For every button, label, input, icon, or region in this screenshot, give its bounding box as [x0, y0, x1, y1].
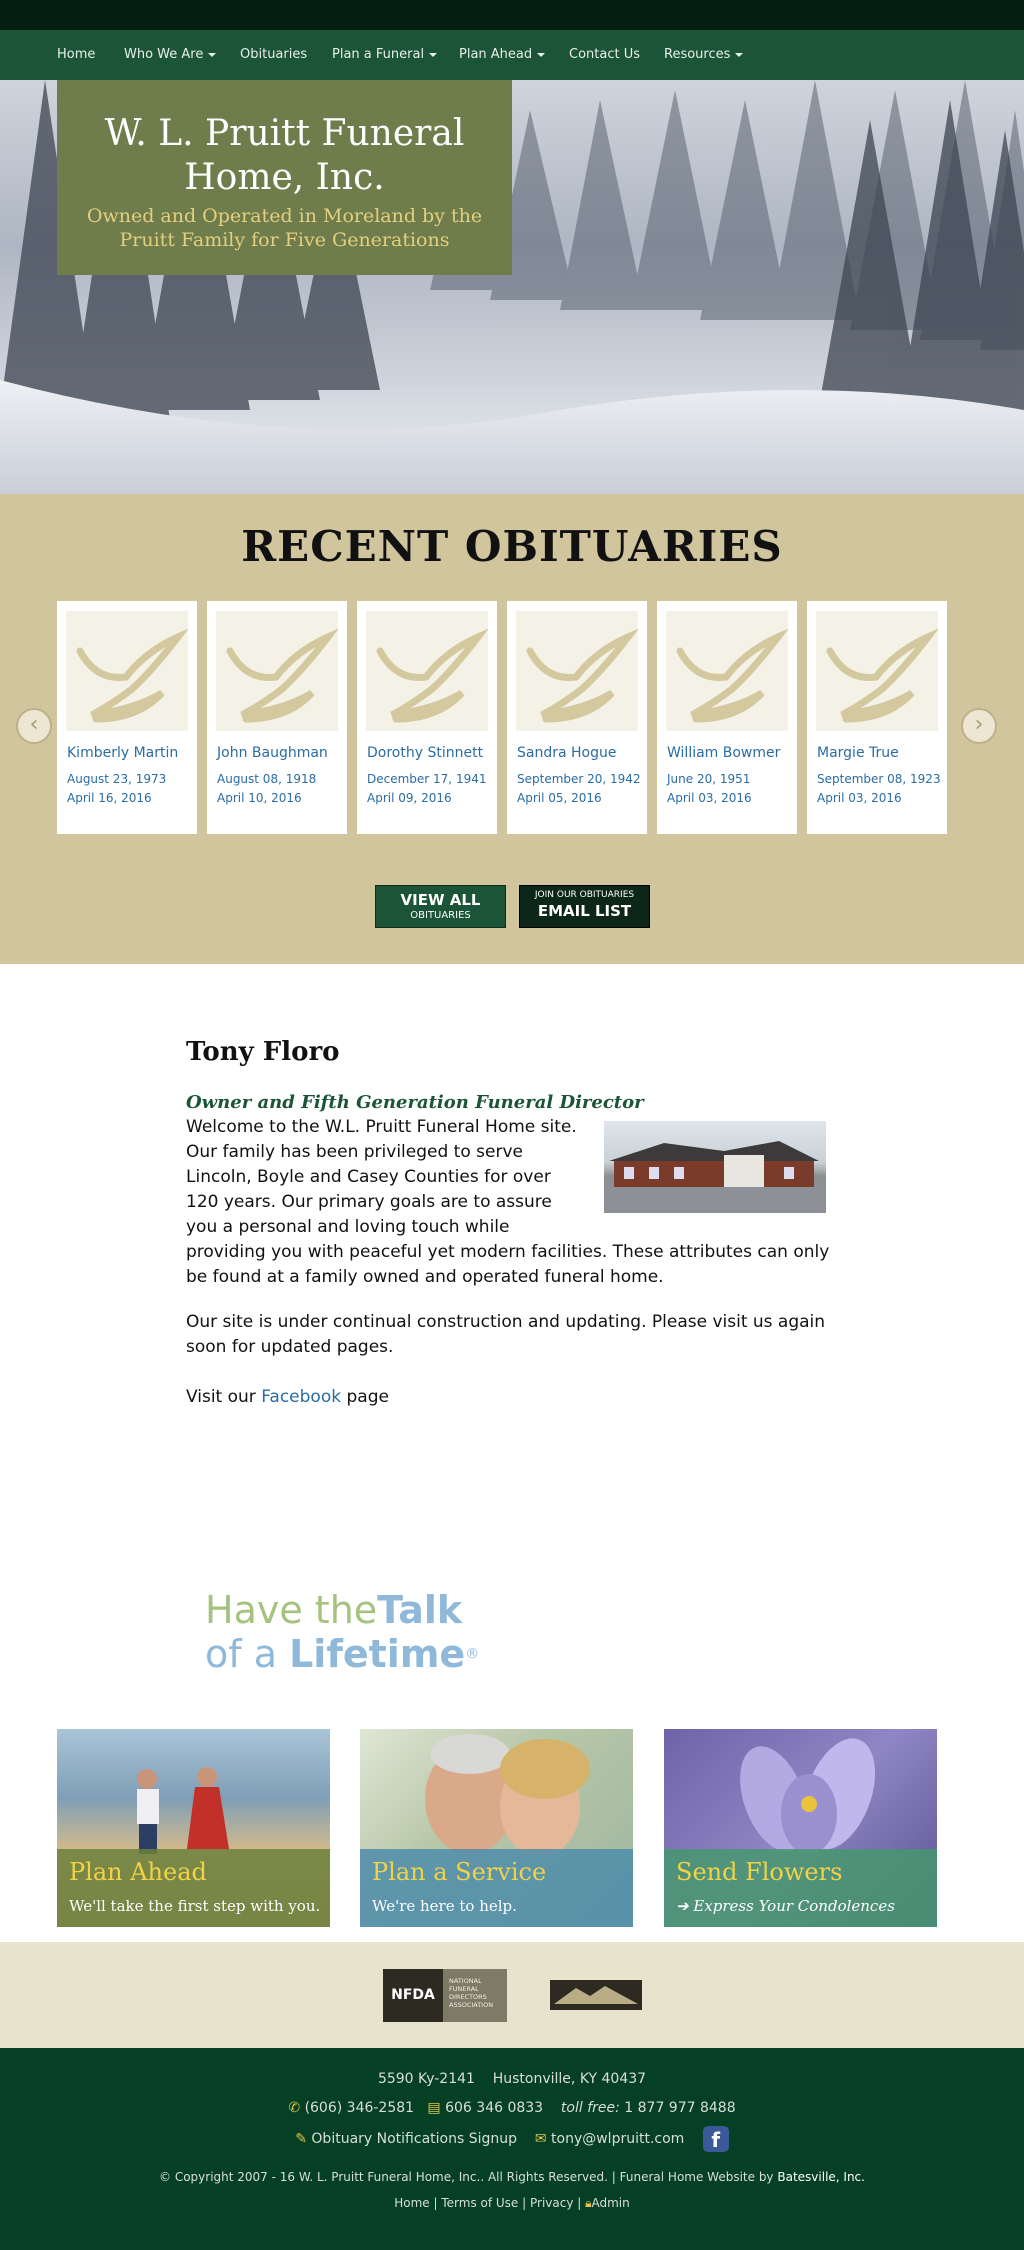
- pencil-icon: ✎: [295, 2131, 307, 2147]
- obituary-signup-link[interactable]: Obituary Notifications Signup: [311, 2131, 518, 2147]
- promo-title: Plan a Service: [372, 1858, 547, 1886]
- tollfree-label: toll free:: [560, 2100, 620, 2116]
- dove-icon: [666, 611, 788, 731]
- nav-plan-a-funeral-label: Plan a Funeral: [332, 47, 425, 62]
- obituary-name: John Baughman: [217, 745, 328, 761]
- caret-down-icon: [537, 53, 545, 57]
- facebook-paragraph: [186, 1385, 836, 1410]
- site-title: W. L. Pruitt Funeral Home, Inc.: [104, 113, 465, 198]
- obituary-birth-date: December 17, 1941: [367, 772, 487, 786]
- obituary-name: Dorothy Stinnett: [367, 745, 484, 761]
- owner-title: Owner and Fifth Generation Funeral Director: [186, 1092, 644, 1113]
- site-title-box: [57, 80, 512, 275]
- funeral-home-photo: [604, 1121, 826, 1213]
- promo-subtitle: We're here to help.: [372, 1897, 517, 1915]
- hero-banner: [0, 80, 1024, 494]
- dove-icon: [816, 611, 938, 731]
- talk-of-a-lifetime-logo[interactable]: [205, 1588, 479, 1676]
- obituary-death-date: April 10, 2016: [217, 791, 302, 805]
- email-link[interactable]: tony@wlpruitt.com: [551, 2131, 685, 2147]
- street-address: 5590 Ky-2141: [377, 2071, 475, 2087]
- send-flowers-promo[interactable]: [664, 1729, 937, 1927]
- phone-icon: ✆: [288, 2100, 301, 2116]
- site-tagline: Owned and Operated in Moreland by the Pruitt Family for Five Generations: [86, 205, 483, 251]
- obituary-name: Margie True: [817, 745, 899, 761]
- obituary-death-date: April 03, 2016: [667, 791, 752, 805]
- welcome-paragraph: Welcome to the W.L. Pruitt Funeral Home site. Our family has been privileged to serve Lincoln, Boyle and Casey Counties for over 120 years. Our primary goals are to assure you a personal and loving touch while providing you with peaceful yet modern facilities. These attributes can only be found at a family owned and operated funeral home.: [186, 1117, 830, 1287]
- obituary-card[interactable]: [357, 601, 497, 834]
- carousel-prev-button[interactable]: [16, 708, 52, 744]
- mountain-logo[interactable]: [550, 1980, 642, 2010]
- footer-privacy-link[interactable]: Privacy: [529, 2196, 574, 2210]
- nav-contact-us[interactable]: Contact Us: [569, 47, 640, 62]
- obituary-death-date: April 09, 2016: [367, 791, 452, 805]
- dove-icon: [66, 611, 188, 731]
- email-list-sublabel: JOIN OUR OBITUARIES: [534, 890, 635, 900]
- welcome-content: [186, 1037, 836, 1410]
- footer-phones: [0, 2100, 1024, 2116]
- footer-links: Home | Terms of Use | Privacy | 🔒︎Admin: [394, 2196, 630, 2210]
- fax-number: 606 346 0833: [445, 2100, 544, 2116]
- obituary-birth-date: June 20, 1951: [667, 772, 751, 786]
- nav-obituaries[interactable]: Obituaries: [240, 47, 308, 62]
- facebook-link[interactable]: Facebook: [261, 1387, 342, 1407]
- promo-subtitle: We'll take the first step with you.: [69, 1897, 321, 1915]
- promo-title: Plan Ahead: [69, 1858, 207, 1886]
- talk-logo-word: of a: [205, 1632, 277, 1676]
- registered-mark: ®: [465, 1646, 480, 1662]
- carousel-next-button[interactable]: [961, 708, 997, 744]
- nav-home[interactable]: Home: [57, 47, 96, 62]
- caret-down-icon: [429, 53, 437, 57]
- obituary-name: William Bowmer: [667, 745, 781, 761]
- nav-plan-ahead[interactable]: [459, 30, 545, 80]
- arrow-circle-right-icon: ➔: [676, 1897, 694, 1915]
- plan-a-service-promo[interactable]: [360, 1729, 633, 1927]
- chevron-left-icon: ‹: [29, 712, 39, 737]
- nfda-abbrev: NFDA: [383, 1969, 443, 2022]
- caret-down-icon: [735, 53, 743, 57]
- join-email-list-button[interactable]: [519, 885, 650, 928]
- obituary-card[interactable]: [507, 601, 647, 834]
- dove-icon: [516, 611, 638, 731]
- visit-prefix: Visit our: [186, 1387, 256, 1407]
- fax-icon: ▤: [427, 2100, 441, 2116]
- copyright-text: © Copyright 2007 - 16 W. L. Pruitt Funeral Home, Inc.. All Rights Reserved. | Funeral Home Website by: [159, 2170, 774, 2184]
- chevron-right-icon: ›: [974, 712, 984, 737]
- top-bar: [0, 0, 1024, 30]
- facebook-icon[interactable]: f: [703, 2126, 729, 2152]
- footer-terms-link[interactable]: Terms of Use: [441, 2196, 519, 2210]
- footer-contact: [0, 2126, 1024, 2152]
- promo-title: Send Flowers: [676, 1858, 843, 1886]
- batesville-link[interactable]: Batesville, Inc.: [777, 2170, 865, 2184]
- copyright-line: [0, 2170, 1024, 2184]
- city-address: Hustonville, KY 40437: [492, 2071, 647, 2087]
- nav-resources[interactable]: [664, 30, 743, 80]
- obituary-card[interactable]: [57, 601, 197, 834]
- obituary-death-date: April 03, 2016: [817, 791, 902, 805]
- promo-subtitle-text: Express Your Condolences: [693, 1897, 895, 1915]
- tollfree-link[interactable]: 1 877 977 8488: [624, 2100, 736, 2116]
- lock-icon: 🔒︎: [585, 2196, 592, 2210]
- nav-who-we-are[interactable]: [124, 30, 216, 80]
- section-heading: RECENT OBITUARIES: [241, 522, 783, 571]
- view-all-obituaries-button[interactable]: [375, 885, 506, 928]
- obituary-card[interactable]: [807, 601, 947, 834]
- site-footer: [0, 2048, 1024, 2250]
- obituary-name: Sandra Hogue: [517, 745, 617, 761]
- footer-admin-link[interactable]: Admin: [591, 2196, 630, 2210]
- footer-home-link[interactable]: Home: [394, 2196, 430, 2210]
- dove-icon: [366, 611, 488, 731]
- nav-plan-ahead-label: Plan Ahead: [459, 47, 533, 62]
- talk-logo-word: Lifetime: [289, 1632, 466, 1676]
- obituary-death-date: April 16, 2016: [67, 791, 152, 805]
- obituary-card[interactable]: [657, 601, 797, 834]
- footer-address: [0, 2071, 1024, 2087]
- nav-plan-a-funeral[interactable]: [332, 30, 437, 80]
- dove-icon: [216, 611, 338, 731]
- caret-down-icon: [208, 53, 216, 57]
- talk-logo-word: Have the: [205, 1588, 378, 1632]
- obituary-birth-date: August 08, 1918: [217, 772, 317, 786]
- obituary-card[interactable]: [207, 601, 347, 834]
- owner-name: Tony Floro: [186, 1037, 340, 1067]
- nfda-full-name: NATIONAL FUNERAL DIRECTORS ASSOCIATION: [449, 1977, 494, 2009]
- recent-obituaries-section: [0, 494, 1024, 964]
- email-list-label: EMAIL LIST: [537, 902, 632, 920]
- view-all-label: VIEW ALL: [400, 891, 481, 909]
- phone-link[interactable]: (606) 346-2581: [304, 2100, 415, 2116]
- main-nav: [0, 30, 1024, 80]
- envelope-icon: ✉: [534, 2131, 547, 2147]
- obituary-name: Kimberly Martin: [67, 745, 179, 761]
- nav-resources-label: Resources: [664, 47, 731, 62]
- talk-logo-word: Talk: [377, 1588, 463, 1632]
- obituary-birth-date: September 20, 1942: [517, 772, 641, 786]
- nfda-logo[interactable]: [383, 1969, 507, 2022]
- associations-bar: [0, 1942, 1024, 2048]
- plan-ahead-promo[interactable]: [57, 1729, 330, 1927]
- nav-who-we-are-label: Who We Are: [124, 47, 204, 62]
- obituary-birth-date: September 08, 1923: [817, 772, 941, 786]
- construction-paragraph: Our site is under continual construction and updating. Please visit us again soon for updated pages.: [186, 1312, 826, 1357]
- obituary-birth-date: August 23, 1973: [67, 772, 167, 786]
- visit-suffix: page: [346, 1387, 389, 1407]
- promo-subtitle: [676, 1897, 895, 1915]
- obituary-death-date: April 05, 2016: [517, 791, 602, 805]
- view-all-sublabel: OBITUARIES: [410, 910, 471, 921]
